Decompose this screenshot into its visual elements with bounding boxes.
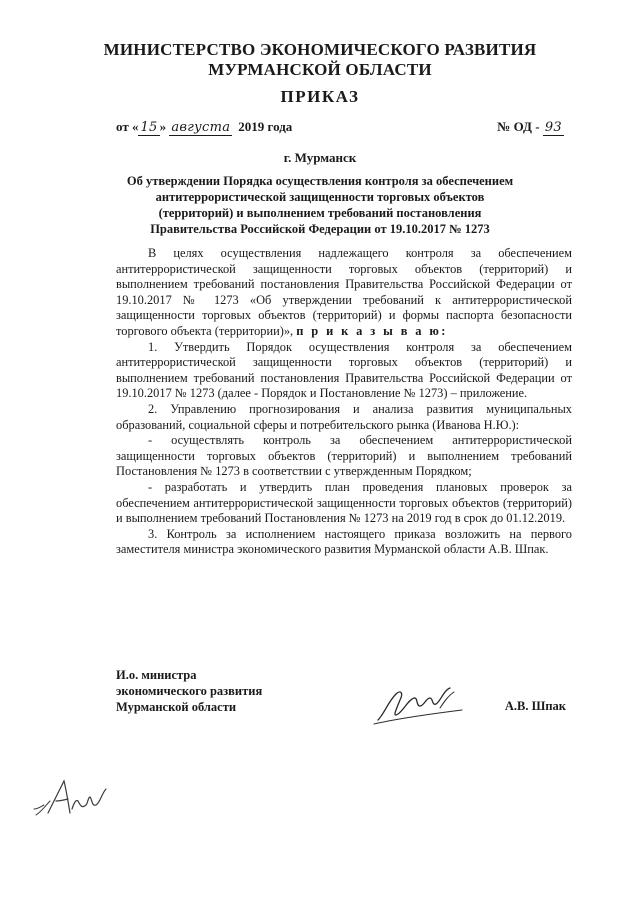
city-name: г. Мурманск	[283, 150, 357, 165]
signatory-title-line1: И.о. министра	[116, 668, 197, 682]
order-body	[116, 246, 572, 558]
item-2b-paragraph: - разработать и утвердить план проведения плановых проверок за обеспечением антитеррористической защищенности торговых объектов (территорий) и выполнением требований Постановления № 1273 на 2019 год в срок до 01.12.2019.	[116, 479, 572, 526]
document-type: ПРИКАЗ	[280, 87, 360, 106]
date-month: августа	[171, 120, 231, 135]
order-number-label: № ОД -	[497, 119, 543, 134]
order-subject: Об утверждении Порядка осуществления контроля за обеспечением антитеррористической защищенности торговых объектов (территорий) и выполнением требований постановления Правительства Российской Федерации от 19.10.2017 № 1273	[126, 174, 514, 236]
order-date	[116, 119, 292, 135]
signatory-name: А.В. Шпак	[504, 699, 566, 713]
date-year: 2019 года	[238, 119, 293, 134]
date-middle: »	[159, 119, 170, 134]
preamble-paragraph: В целях осуществления надлежащего контроля за обеспечением антитеррористической защищенности торговых объектов (территорий) и выполнением требований постановления Правительства Российской Федерации от 19.10.2017 № 1273 «Об утверждении требований к антитеррористической защищенности торговых объектов (территорий) и формы паспорта безопасности торгового объекта (территории)», п р и к а з ы в а ю:	[116, 246, 572, 338]
item-1-paragraph: 1. Утвердить Порядок осуществления контроля за обеспечением антитеррористической защищенности торговых объектов (территорий) и выполнением требований постановления Правительства Российской Федерации от 19.10.2017 № 1273 (далее - Порядок и Постановление № 1273) – приложение.	[116, 339, 572, 401]
date-prefix: от «	[116, 119, 139, 134]
signatory-title-line2: экономического развития	[116, 684, 263, 698]
orders-keyword: п р и к а з ы в а ю:	[296, 323, 448, 338]
item-2-paragraph: 2. Управлению прогнозирования и анализа развития муниципальных образований, социальной сферы и потребительского рынка (Иванова Н.Ю.):	[116, 401, 572, 432]
item-3-paragraph: 3. Контроль за исполнением настоящего приказа возложить на первого заместителя министра экономического развития Мурманской области А.В. Шпак.	[116, 526, 572, 557]
handwritten-signature-icon	[370, 680, 470, 730]
signatory-title	[116, 667, 262, 715]
item-2a-paragraph: - осуществлять контроль за обеспечением антитеррористической защищенности торговых объектов (территорий) и выполнением требований Постановления № 1273 в соответствии с утвержденным Порядком;	[116, 433, 572, 479]
date-day: 15	[140, 120, 158, 135]
handwritten-initials-icon	[30, 775, 120, 825]
signatory-title-line3: Мурманской области	[116, 700, 237, 714]
ministry-name-line2: МУРМАНСКОЙ ОБЛАСТИ	[208, 60, 432, 79]
ministry-name-line1: МИНИСТЕРСТВО ЭКОНОМИЧЕСКОГО РАЗВИТИЯ	[103, 40, 537, 59]
order-number	[497, 119, 564, 135]
order-number-value: 93	[544, 120, 562, 135]
